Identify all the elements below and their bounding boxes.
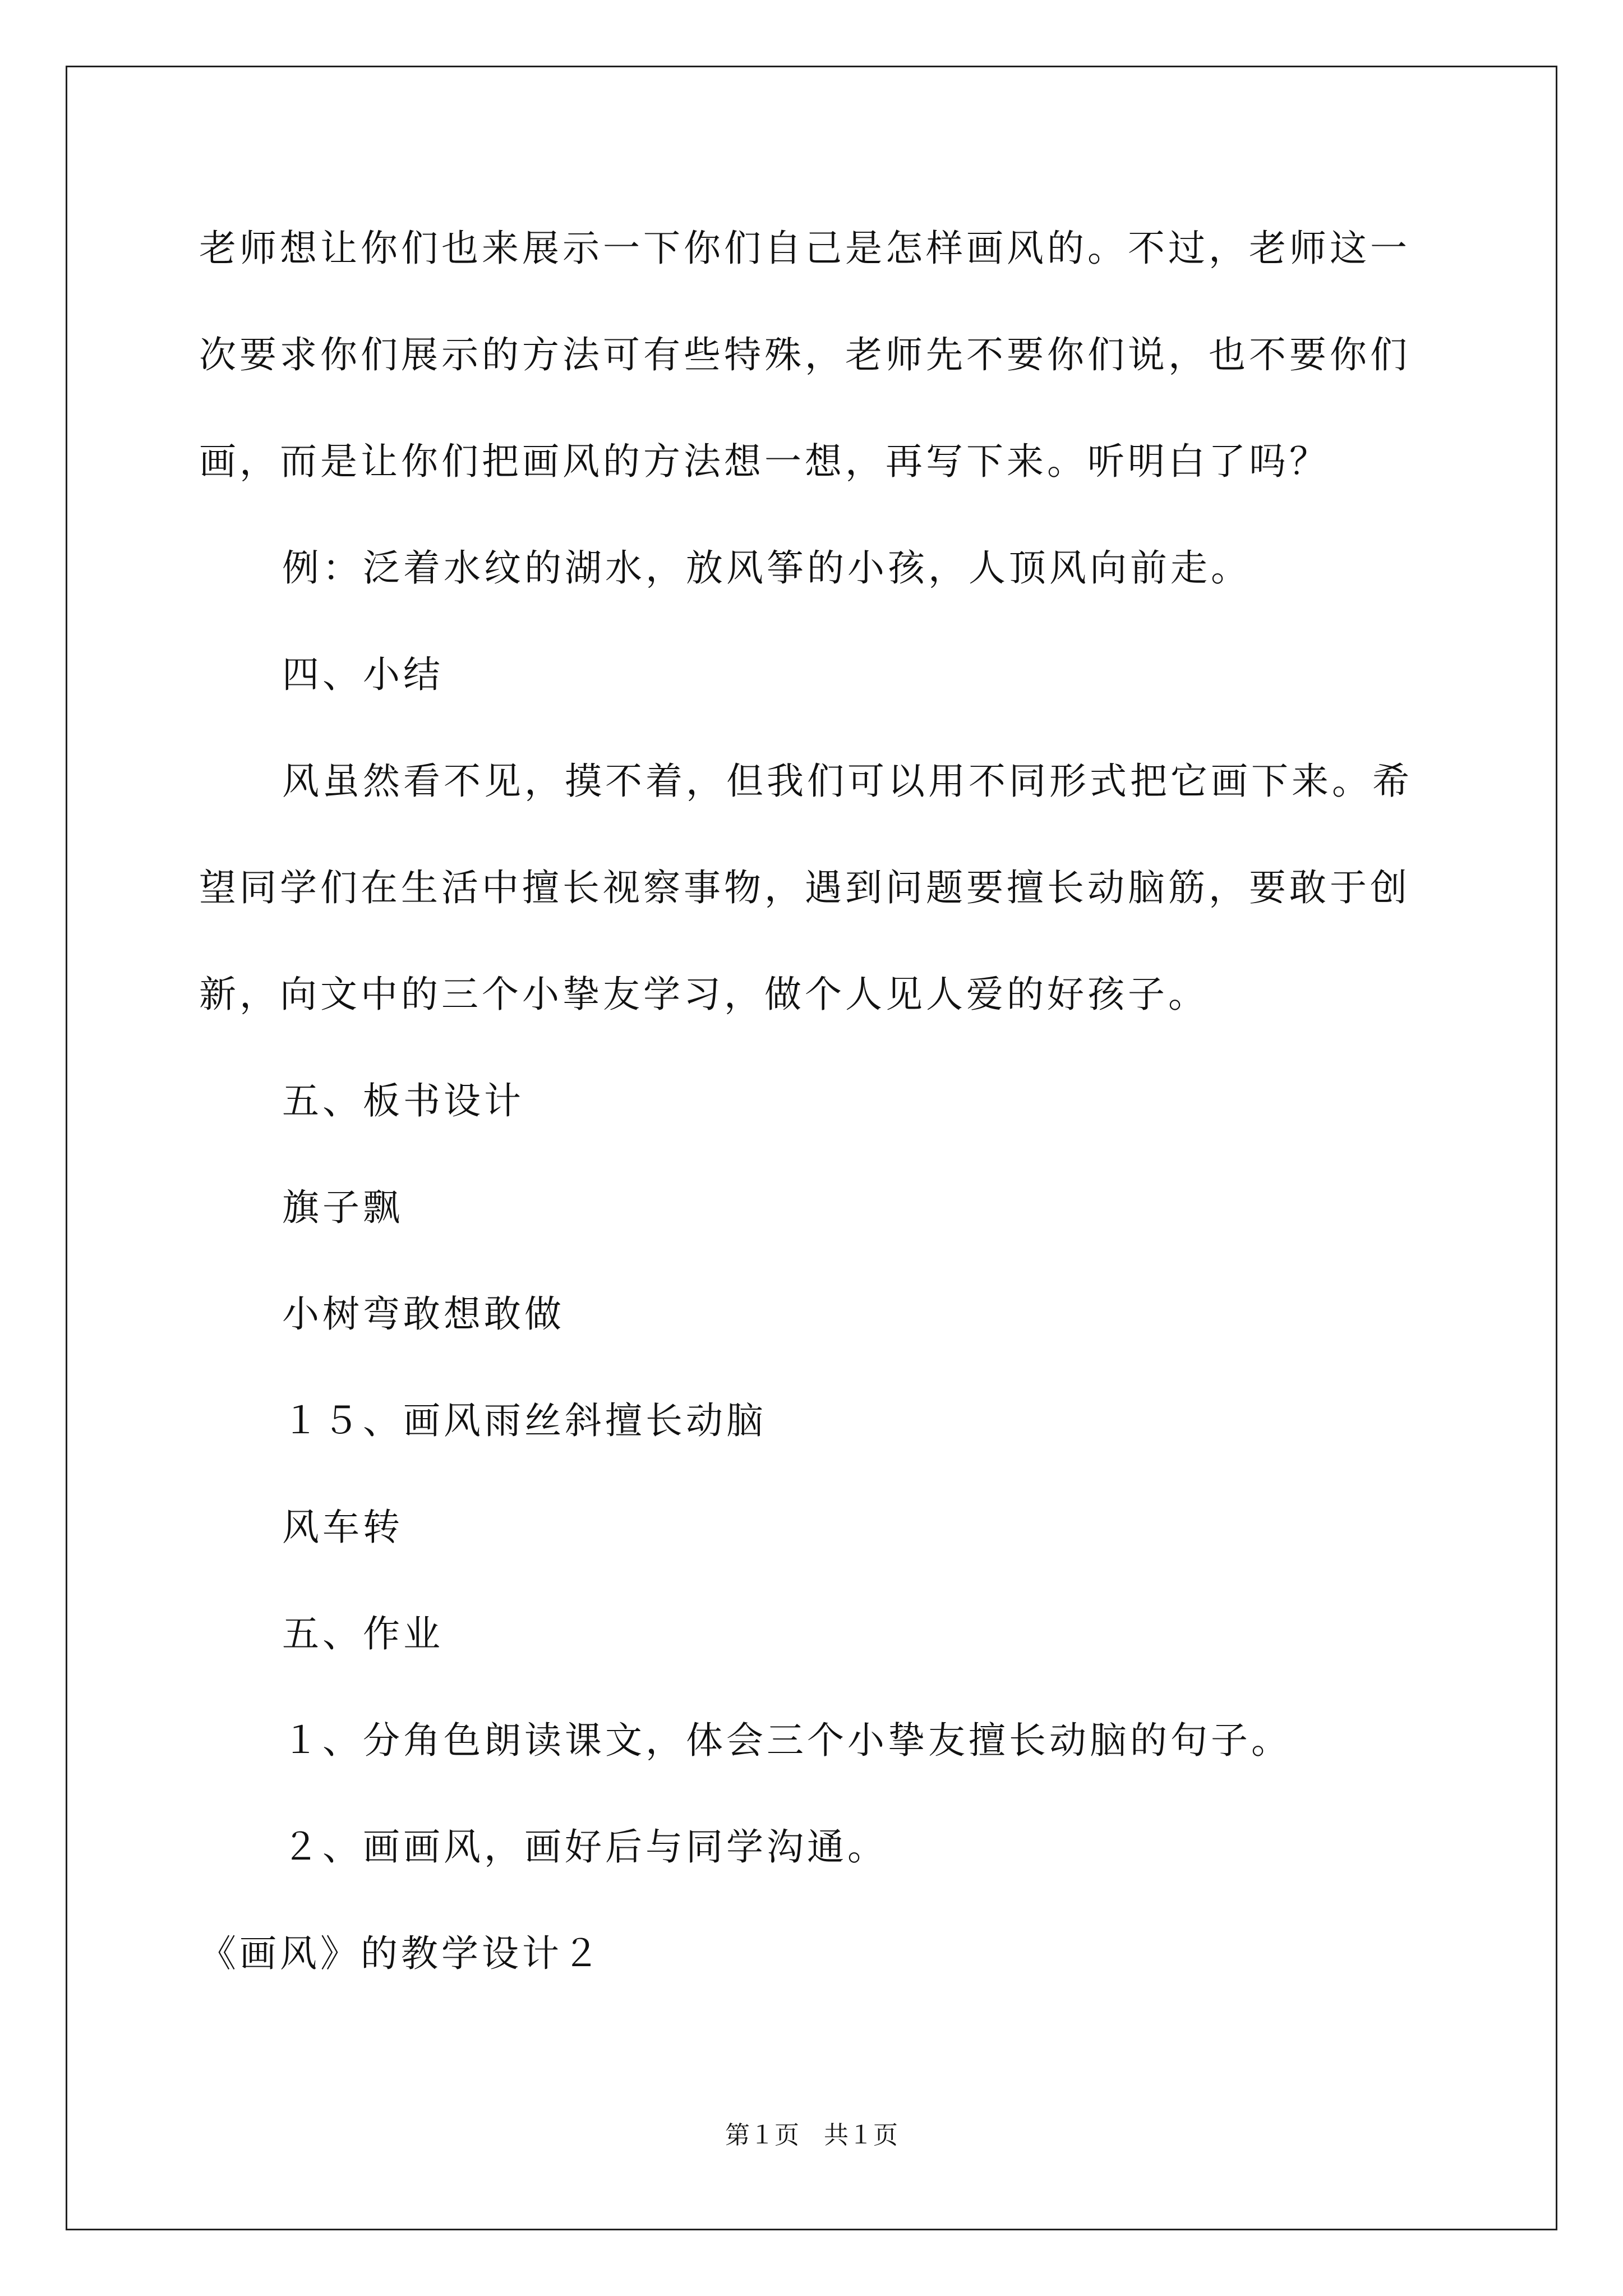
example-text: 例：泛着水纹的湖水，放风筝的小孩，人顶风向前走。 [282,546,1251,590]
paragraph-line: 画，而是让你们把画风的方法想一想，再写下来。听明白了吗？ [199,440,1330,483]
paragraph-line: 次要求你们展示的方法可有些特殊，老师先不要你们说，也不要你们 [199,333,1410,376]
summary-line: 风虽然看不见，摸不着，但我们可以用不同形式把它画下来。希 [282,760,1413,803]
page-border [66,66,1557,2230]
board-line: 小树弯敢想敢做 [282,1292,565,1336]
homework-item: ２、画画风，画好后与同学沟通。 [282,1825,888,1869]
board-line: 风车转 [282,1506,403,1549]
board-line: 旗子飘 [282,1186,403,1229]
summary-line: 望同学们在生活中擅长视察事物，遇到问题要擅长动脑筋，要敢于创 [199,866,1410,909]
homework-item: １、分角色朗读课文，体会三个小挚友擅长动脑的句子。 [282,1719,1292,1762]
board-line: １５、画风雨丝斜擅长动脑 [282,1399,767,1442]
section-heading-summary: 四、小结 [282,653,444,696]
section-heading-homework: 五、作业 [282,1612,444,1655]
summary-line: 新，向文中的三个小挚友学习，做个人见人爱的好孩子。 [199,973,1209,1016]
next-section-title: 《画风》的教学设计２ [199,1932,603,1975]
section-heading-board-design: 五、板书设计 [282,1079,524,1122]
paragraph-line: 老师想让你们也来展示一下你们自己是怎样画风的。不过，老师这一 [199,227,1410,270]
page-footer: 第１页 共１页 [725,2121,898,2150]
